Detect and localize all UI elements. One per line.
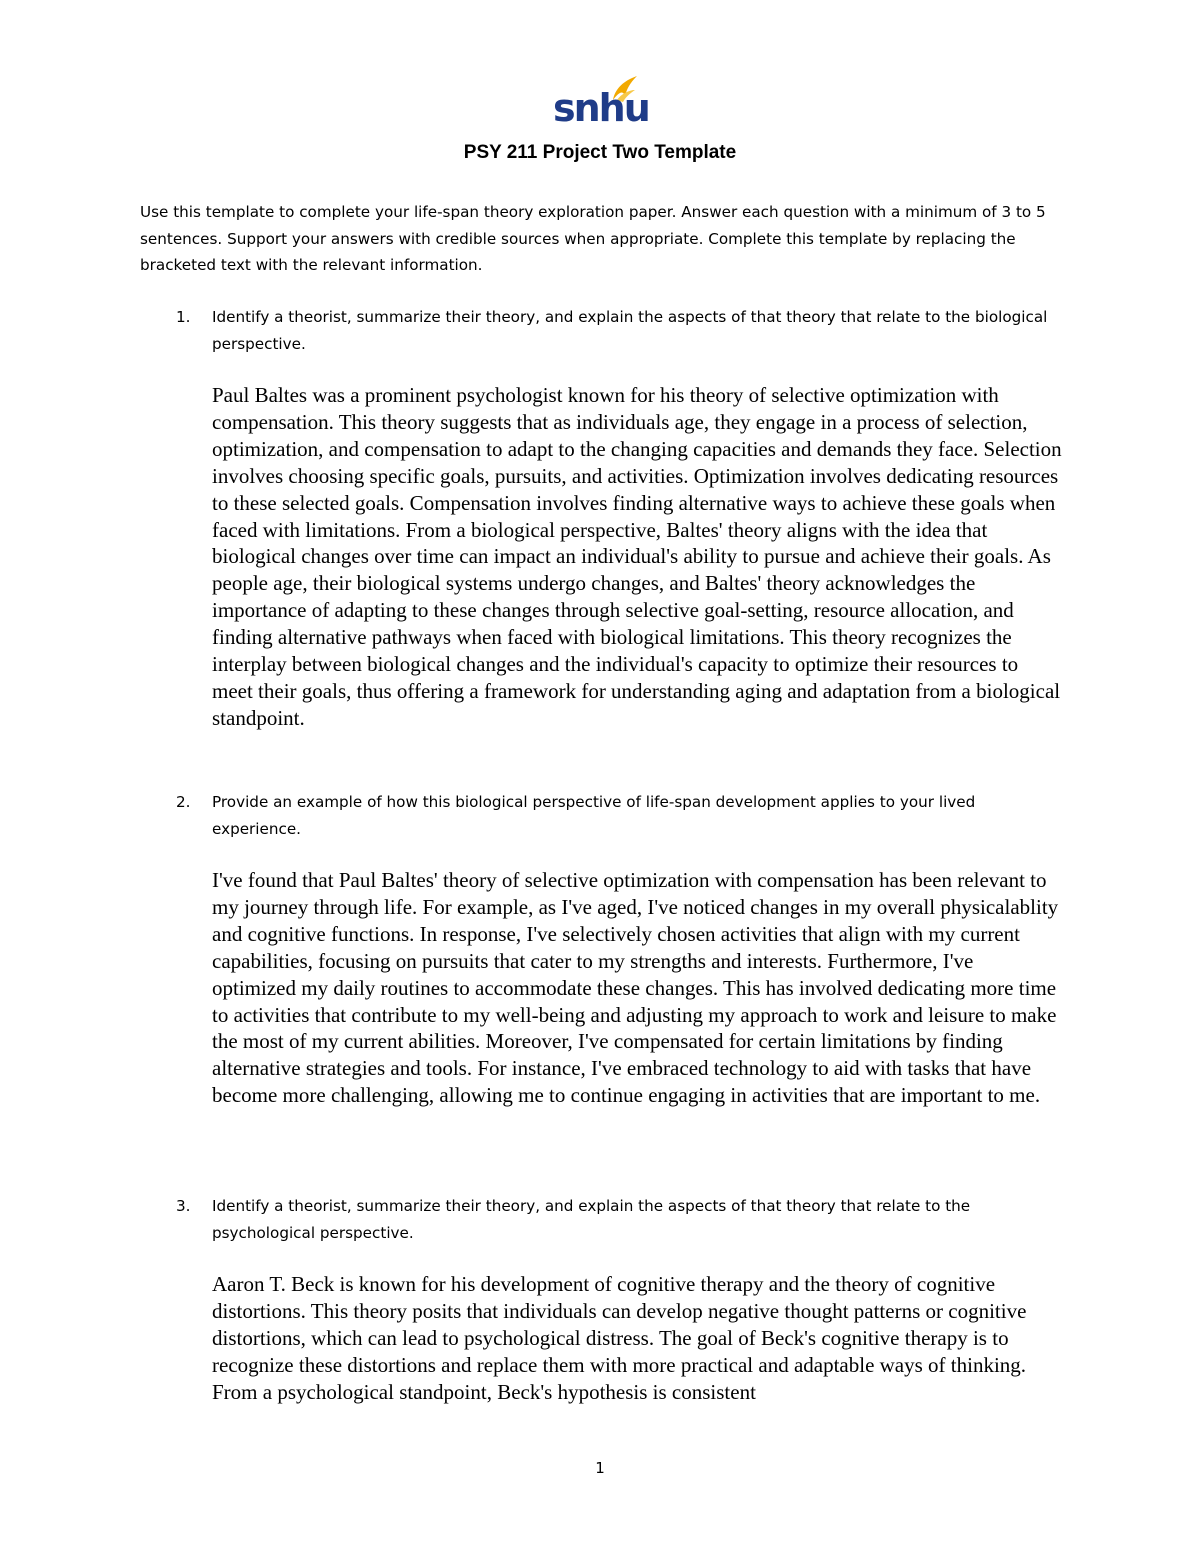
question-3 — [176, 1193, 1056, 1246]
question-text: Identify a theorist, summarize their theory, and explain the aspects of that theory that relate to the psychological perspective. — [212, 1197, 971, 1242]
answer-1: Paul Baltes was a prominent psychologist known for his theory of selective optimization with compensation. This theory suggests that as individuals age, they engage in a process of selection, optimization, and compensation to adapt to the changing capacities and demands they face. Selection involves choosing specific goals, pursuits, and activities. Optimization involves dedicating resources to these selected goals. Compensation involves finding alternative ways to achieve these goals when faced with limitations. From a biological perspective, Baltes' theory aligns with the idea that biological changes over time can impact an individual's ability to pursue and achieve their goals. As people age, their biological systems undergo changes, and Baltes' theory acknowledges the importance of adapting to these changes through selective goal-setting, resource allocation, and finding alternative pathways when faced with biological limitations. This theory recognizes the interplay between biological changes and the individual's capacity to optimize their resources to meet their goals, thus offering a framework for understanding aging and adaptation from a biological standpoint. — [212, 383, 1062, 730]
question-2 — [176, 789, 1056, 842]
snhu-logo — [553, 74, 649, 134]
answer-3: Aaron T. Beck is known for his development of cognitive therapy and the theory of cognitive distortions. This theory posits that individuals can develop negative thought patterns or cognitive distortions, which can lead to psychological distress. The goal of Beck's cognitive therapy is to recognize these distortions and replace them with more practical and adaptable ways of thinking. From a psychological standpoint, Beck's hypothesis is consistent — [212, 1272, 1027, 1404]
question-number: 1. — [176, 308, 191, 326]
question-text: Identify a theorist, summarize their theory, and explain the aspects of that theory that relate to the biological perspective. — [212, 308, 1048, 353]
answer-2: I've found that Paul Baltes' theory of selective optimization with compensation has been relevant to my journey through life. For example, as I've aged, I've noticed changes in my overall physicalablity and cognitive functions. In response, I've selectively chosen activities that align with my current capabilities, focusing on pursuits that cater to my strengths and interests. Furthermore, I've optimized my daily routines to accommodate these changes. This has involved dedicating more time to activities that contribute to my well-being and adjusting my approach to work and leisure to make the most of my current abilities. Moreover, I've compensated for certain limitations by finding alternative strategies and tools. For instance, I've embraced technology to aid with tasks that have become more challenging, allowing me to continue engaging in activities that are important to me. — [212, 868, 1059, 1108]
page-number: 1 — [595, 1459, 605, 1477]
question-number: 2. — [176, 793, 191, 811]
instructions: Use this template to complete your life-span theory exploration paper. Answer each question with a minimum of 3 to 5 sentences. Support your answers with credible sources when appropriate. Complete this template by replacing the bracketed text with the relevant information. — [140, 203, 1046, 274]
page-title: PSY 211 Project Two Template — [463, 142, 737, 163]
question-text: Provide an example of how this biological perspective of life-span development applies to your lived experience. — [212, 793, 976, 838]
question-number: 3. — [176, 1197, 191, 1215]
question-1 — [176, 304, 1056, 357]
logo-wordmark: snhu — [553, 86, 649, 130]
